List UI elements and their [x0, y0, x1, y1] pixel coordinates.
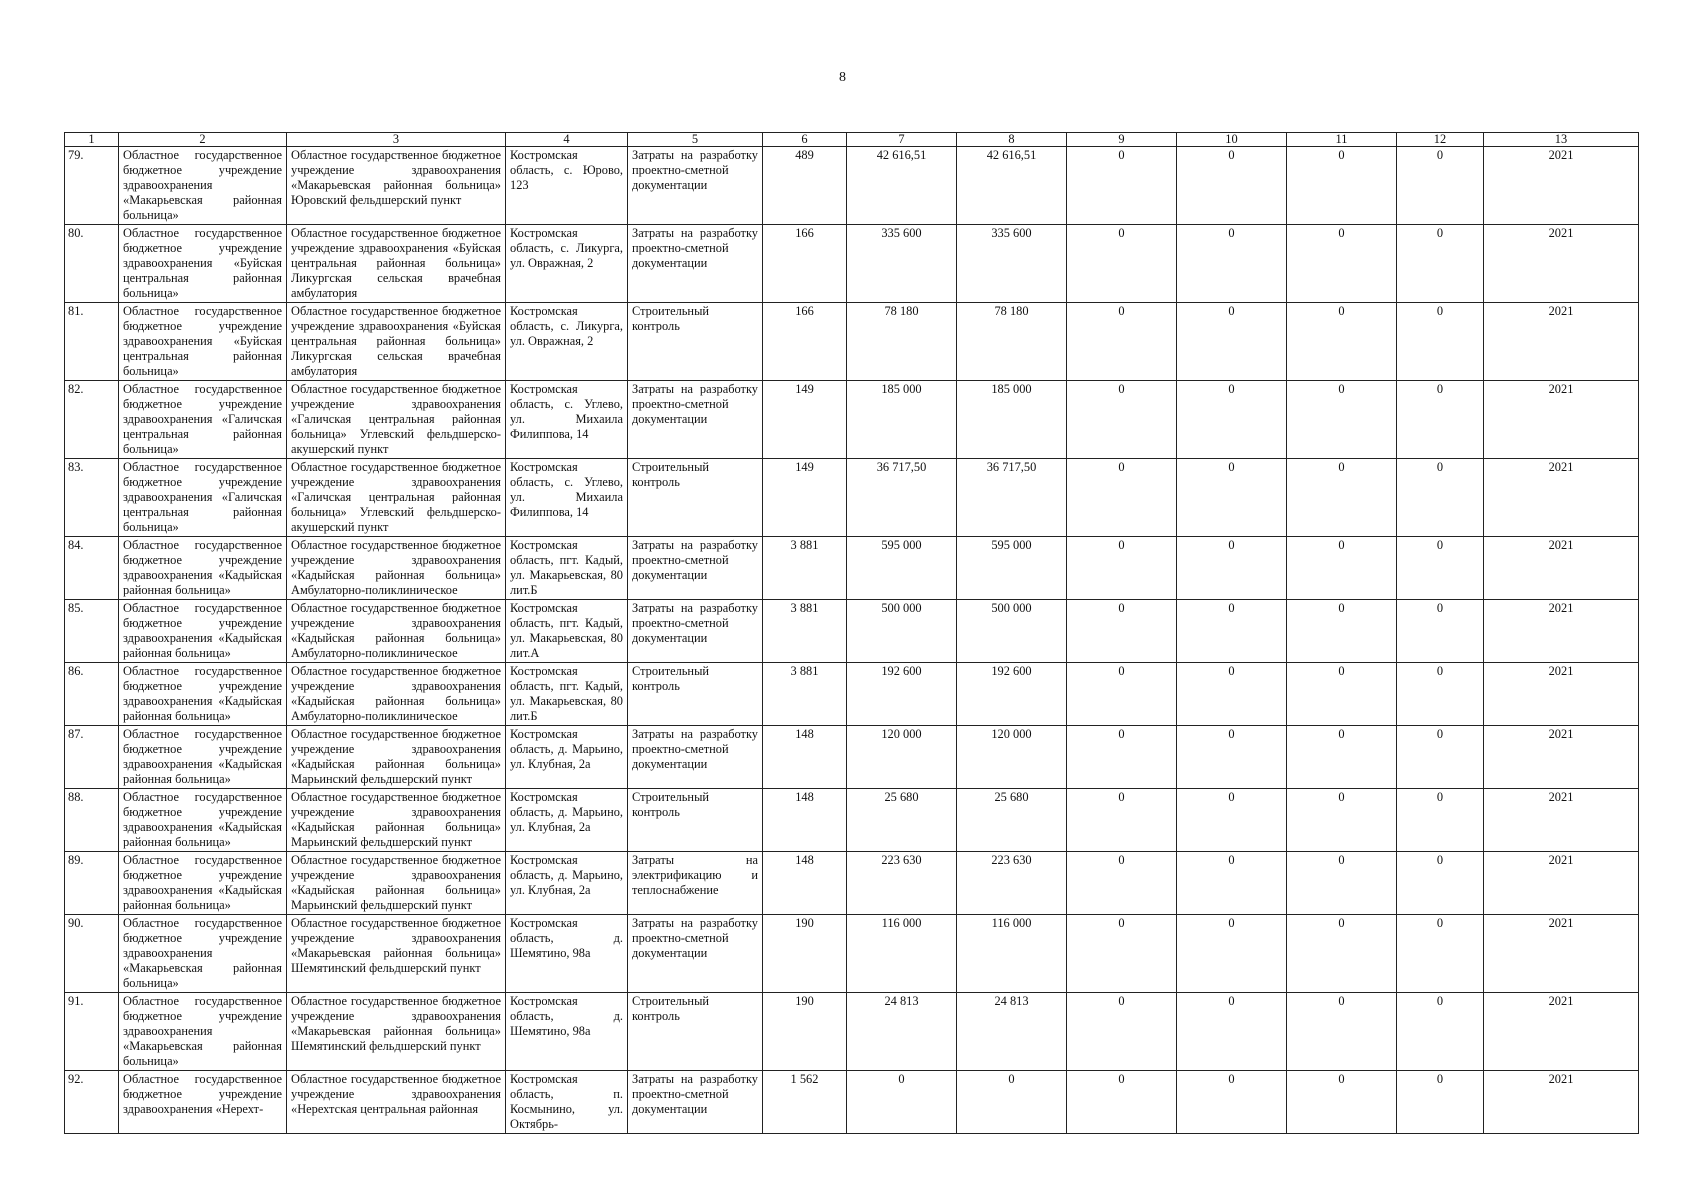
col-7-value: 36 717,50	[847, 459, 957, 537]
year: 2021	[1484, 663, 1639, 726]
column-header: 7	[847, 133, 957, 147]
column-header: 11	[1287, 133, 1397, 147]
organization-name: Областное государственное бюджетное учреждение здравоохранения «Кадыйская районная больница»	[119, 852, 287, 915]
col-8-value: 192 600	[957, 663, 1067, 726]
col-7-value: 223 630	[847, 852, 957, 915]
column-header: 10	[1177, 133, 1287, 147]
table-row	[65, 852, 1639, 915]
col-7-value: 335 600	[847, 225, 957, 303]
col-8-value: 0	[957, 1071, 1067, 1134]
row-number: 81.	[65, 303, 119, 381]
col-9-value: 0	[1067, 303, 1177, 381]
facility-address: Костромская область, с. Юрово, 123	[506, 147, 628, 225]
year: 2021	[1484, 600, 1639, 663]
col-7-value: 24 813	[847, 993, 957, 1071]
col-10-value: 0	[1177, 852, 1287, 915]
col-11-value: 0	[1287, 1071, 1397, 1134]
expense-type: Затраты на разработку проектно-сметной документации	[628, 1071, 763, 1134]
col-12-value: 0	[1397, 1071, 1484, 1134]
table-row	[65, 1071, 1639, 1134]
col-12-value: 0	[1397, 600, 1484, 663]
col-11-value: 0	[1287, 381, 1397, 459]
column-header: 12	[1397, 133, 1484, 147]
expense-type: Строительный контроль	[628, 663, 763, 726]
col-7-value: 185 000	[847, 381, 957, 459]
facility-address: Костромская область, пгт. Кадый, ул. Макарьевская, 80 лит.Б	[506, 537, 628, 600]
facility-address: Костромская область, с. Ликурга, ул. Овражная, 2	[506, 225, 628, 303]
col-9-value: 0	[1067, 993, 1177, 1071]
year: 2021	[1484, 1071, 1639, 1134]
row-number: 86.	[65, 663, 119, 726]
table-row	[65, 600, 1639, 663]
col-6-value: 166	[763, 303, 847, 381]
year: 2021	[1484, 993, 1639, 1071]
row-number: 85.	[65, 600, 119, 663]
col-6-value: 149	[763, 459, 847, 537]
facility-name: Областное государственное бюджетное учреждение здравоохранения «Буйская центральная районная больница» Ликургская сельская врачебная амбулатория	[287, 225, 506, 303]
table-row	[65, 993, 1639, 1071]
col-12-value: 0	[1397, 147, 1484, 225]
facility-name: Областное государственное бюджетное учреждение здравоохранения «Кадыйская районная больница» Амбулаторно-поликлиническое	[287, 663, 506, 726]
expense-type: Затраты на разработку проектно-сметной документации	[628, 726, 763, 789]
facility-address: Костромская область, пгт. Кадый, ул. Макарьевская, 80 лит.А	[506, 600, 628, 663]
expense-type: Затраты на разработку проектно-сметной документации	[628, 225, 763, 303]
facility-address: Костромская область, д. Марьино, ул. Клубная, 2а	[506, 726, 628, 789]
col-8-value: 335 600	[957, 225, 1067, 303]
organization-name: Областное государственное бюджетное учреждение здравоохранения «Галичская центральная районная больница»	[119, 459, 287, 537]
col-9-value: 0	[1067, 225, 1177, 303]
organization-name: Областное государственное бюджетное учреждение здравоохранения «Кадыйская районная больница»	[119, 537, 287, 600]
year: 2021	[1484, 147, 1639, 225]
col-7-value: 595 000	[847, 537, 957, 600]
table-row	[65, 381, 1639, 459]
col-11-value: 0	[1287, 537, 1397, 600]
col-6-value: 148	[763, 852, 847, 915]
col-9-value: 0	[1067, 600, 1177, 663]
col-6-value: 148	[763, 726, 847, 789]
col-6-value: 149	[763, 381, 847, 459]
col-7-value: 192 600	[847, 663, 957, 726]
organization-name: Областное государственное бюджетное учреждение здравоохранения «Макарьевская районная больница»	[119, 915, 287, 993]
year: 2021	[1484, 915, 1639, 993]
year: 2021	[1484, 789, 1639, 852]
col-11-value: 0	[1287, 147, 1397, 225]
col-6-value: 3 881	[763, 537, 847, 600]
col-7-value: 25 680	[847, 789, 957, 852]
expense-type: Строительный контроль	[628, 459, 763, 537]
col-8-value: 116 000	[957, 915, 1067, 993]
row-number: 80.	[65, 225, 119, 303]
col-11-value: 0	[1287, 303, 1397, 381]
col-6-value: 148	[763, 789, 847, 852]
document-table-wrapper	[64, 132, 1638, 1134]
col-10-value: 0	[1177, 663, 1287, 726]
col-11-value: 0	[1287, 663, 1397, 726]
facility-address: Костромская область, с. Углево, ул. Михаила Филиппова, 14	[506, 381, 628, 459]
col-12-value: 0	[1397, 993, 1484, 1071]
organization-name: Областное государственное бюджетное учреждение здравоохранения «Буйская центральная районная больница»	[119, 225, 287, 303]
table-row	[65, 789, 1639, 852]
col-11-value: 0	[1287, 600, 1397, 663]
facility-name: Областное государственное бюджетное учреждение здравоохранения «Макарьевская районная больница» Шемятинский фельдшерский пункт	[287, 993, 506, 1071]
organization-name: Областное государственное бюджетное учреждение здравоохранения «Кадыйская районная больница»	[119, 600, 287, 663]
col-10-value: 0	[1177, 459, 1287, 537]
col-11-value: 0	[1287, 993, 1397, 1071]
expense-type: Затраты на разработку проектно-сметной документации	[628, 147, 763, 225]
year: 2021	[1484, 225, 1639, 303]
facility-address: Костромская область, д. Шемятино, 98а	[506, 993, 628, 1071]
facility-name: Областное государственное бюджетное учреждение здравоохранения «Кадыйская районная больница» Амбулаторно-поликлиническое	[287, 537, 506, 600]
col-8-value: 500 000	[957, 600, 1067, 663]
col-9-value: 0	[1067, 147, 1177, 225]
table-row	[65, 726, 1639, 789]
col-7-value: 116 000	[847, 915, 957, 993]
expense-type: Затраты на электрификацию и теплоснабжение	[628, 852, 763, 915]
row-number: 92.	[65, 1071, 119, 1134]
facility-name: Областное государственное бюджетное учреждение здравоохранения «Буйская центральная районная больница» Ликургская сельская врачебная амбулатория	[287, 303, 506, 381]
table-row	[65, 225, 1639, 303]
row-number: 90.	[65, 915, 119, 993]
col-12-value: 0	[1397, 789, 1484, 852]
expense-type: Строительный контроль	[628, 303, 763, 381]
col-12-value: 0	[1397, 663, 1484, 726]
year: 2021	[1484, 852, 1639, 915]
row-number: 79.	[65, 147, 119, 225]
row-number: 82.	[65, 381, 119, 459]
col-10-value: 0	[1177, 225, 1287, 303]
facility-address: Костромская область, д. Марьино, ул. Клубная, 2а	[506, 852, 628, 915]
organization-name: Областное государственное бюджетное учреждение здравоохранения «Макарьевская районная больница»	[119, 147, 287, 225]
col-10-value: 0	[1177, 993, 1287, 1071]
col-6-value: 166	[763, 225, 847, 303]
column-header: 1	[65, 133, 119, 147]
col-7-value: 42 616,51	[847, 147, 957, 225]
table-row	[65, 663, 1639, 726]
col-10-value: 0	[1177, 789, 1287, 852]
table-row	[65, 459, 1639, 537]
organization-name: Областное государственное бюджетное учреждение здравоохранения «Кадыйская районная больница»	[119, 726, 287, 789]
organization-name: Областное государственное бюджетное учреждение здравоохранения «Нерехт-	[119, 1071, 287, 1134]
col-6-value: 489	[763, 147, 847, 225]
col-8-value: 78 180	[957, 303, 1067, 381]
col-10-value: 0	[1177, 537, 1287, 600]
col-12-value: 0	[1397, 915, 1484, 993]
col-6-value: 190	[763, 993, 847, 1071]
col-11-value: 0	[1287, 789, 1397, 852]
col-9-value: 0	[1067, 381, 1177, 459]
facility-address: Костромская область, с. Углево, ул. Михаила Филиппова, 14	[506, 459, 628, 537]
col-12-value: 0	[1397, 381, 1484, 459]
col-10-value: 0	[1177, 303, 1287, 381]
row-number: 84.	[65, 537, 119, 600]
col-8-value: 42 616,51	[957, 147, 1067, 225]
expense-type: Затраты на разработку проектно-сметной документации	[628, 915, 763, 993]
row-number: 88.	[65, 789, 119, 852]
col-12-value: 0	[1397, 303, 1484, 381]
organization-name: Областное государственное бюджетное учреждение здравоохранения «Кадыйская районная больница»	[119, 663, 287, 726]
organization-name: Областное государственное бюджетное учреждение здравоохранения «Галичская центральная районная больница»	[119, 381, 287, 459]
facility-name: Областное государственное бюджетное учреждение здравоохранения «Кадыйская районная больница» Марьинский фельдшерский пункт	[287, 852, 506, 915]
year: 2021	[1484, 381, 1639, 459]
col-10-value: 0	[1177, 381, 1287, 459]
col-6-value: 1 562	[763, 1071, 847, 1134]
col-11-value: 0	[1287, 459, 1397, 537]
col-6-value: 190	[763, 915, 847, 993]
col-12-value: 0	[1397, 852, 1484, 915]
col-12-value: 0	[1397, 726, 1484, 789]
organization-name: Областное государственное бюджетное учреждение здравоохранения «Кадыйская районная больница»	[119, 789, 287, 852]
col-9-value: 0	[1067, 663, 1177, 726]
expense-type: Строительный контроль	[628, 789, 763, 852]
expense-type: Затраты на разработку проектно-сметной документации	[628, 381, 763, 459]
col-7-value: 78 180	[847, 303, 957, 381]
col-8-value: 24 813	[957, 993, 1067, 1071]
col-6-value: 3 881	[763, 663, 847, 726]
col-8-value: 120 000	[957, 726, 1067, 789]
year: 2021	[1484, 726, 1639, 789]
col-10-value: 0	[1177, 600, 1287, 663]
col-9-value: 0	[1067, 915, 1177, 993]
year: 2021	[1484, 537, 1639, 600]
col-7-value: 120 000	[847, 726, 957, 789]
facility-name: Областное государственное бюджетное учреждение здравоохранения «Кадыйская районная больница» Марьинский фельдшерский пункт	[287, 789, 506, 852]
facilities-table	[64, 132, 1639, 1134]
col-8-value: 36 717,50	[957, 459, 1067, 537]
page-number: 8	[839, 70, 846, 85]
expense-type: Затраты на разработку проектно-сметной документации	[628, 537, 763, 600]
col-9-value: 0	[1067, 1071, 1177, 1134]
column-header: 3	[287, 133, 506, 147]
organization-name: Областное государственное бюджетное учреждение здравоохранения «Макарьевская районная больница»	[119, 993, 287, 1071]
col-11-value: 0	[1287, 915, 1397, 993]
col-8-value: 223 630	[957, 852, 1067, 915]
col-10-value: 0	[1177, 726, 1287, 789]
facility-name: Областное государственное бюджетное учреждение здравоохранения «Макарьевская районная больница» Шемятинский фельдшерский пункт	[287, 915, 506, 993]
year: 2021	[1484, 303, 1639, 381]
col-7-value: 0	[847, 1071, 957, 1134]
organization-name: Областное государственное бюджетное учреждение здравоохранения «Буйская центральная районная больница»	[119, 303, 287, 381]
row-number: 91.	[65, 993, 119, 1071]
facility-name: Областное государственное бюджетное учреждение здравоохранения «Галичская центральная районная больница» Углевский фельдшерско-акушерский пункт	[287, 459, 506, 537]
facility-name: Областное государственное бюджетное учреждение здравоохранения «Кадыйская районная больница» Амбулаторно-поликлиническое	[287, 600, 506, 663]
col-9-value: 0	[1067, 789, 1177, 852]
table-row	[65, 915, 1639, 993]
row-number: 87.	[65, 726, 119, 789]
table-body	[65, 147, 1639, 1134]
column-header: 13	[1484, 133, 1639, 147]
column-header: 5	[628, 133, 763, 147]
facility-name: Областное государственное бюджетное учреждение здравоохранения «Нерехтская центральная районная	[287, 1071, 506, 1134]
col-10-value: 0	[1177, 915, 1287, 993]
column-header: 4	[506, 133, 628, 147]
col-8-value: 185 000	[957, 381, 1067, 459]
column-header: 6	[763, 133, 847, 147]
column-header: 8	[957, 133, 1067, 147]
col-9-value: 0	[1067, 852, 1177, 915]
header-row	[65, 133, 1639, 147]
table-row	[65, 537, 1639, 600]
col-7-value: 500 000	[847, 600, 957, 663]
col-12-value: 0	[1397, 225, 1484, 303]
expense-type: Затраты на разработку проектно-сметной документации	[628, 600, 763, 663]
expense-type: Строительный контроль	[628, 993, 763, 1071]
table-row	[65, 147, 1639, 225]
col-12-value: 0	[1397, 459, 1484, 537]
col-10-value: 0	[1177, 147, 1287, 225]
col-11-value: 0	[1287, 852, 1397, 915]
column-header: 2	[119, 133, 287, 147]
row-number: 89.	[65, 852, 119, 915]
facility-address: Костромская область, п. Космынино, ул. Октябрь-	[506, 1071, 628, 1134]
column-header: 9	[1067, 133, 1177, 147]
facility-address: Костромская область, д. Шемятино, 98а	[506, 915, 628, 993]
col-6-value: 3 881	[763, 600, 847, 663]
facility-name: Областное государственное бюджетное учреждение здравоохранения «Макарьевская районная больница» Юровский фельдшерский пункт	[287, 147, 506, 225]
facility-address: Костромская область, с. Ликурга, ул. Овражная, 2	[506, 303, 628, 381]
col-12-value: 0	[1397, 537, 1484, 600]
row-number: 83.	[65, 459, 119, 537]
col-11-value: 0	[1287, 726, 1397, 789]
col-11-value: 0	[1287, 225, 1397, 303]
col-8-value: 595 000	[957, 537, 1067, 600]
facility-address: Костромская область, д. Марьино, ул. Клубная, 2а	[506, 789, 628, 852]
year: 2021	[1484, 459, 1639, 537]
col-9-value: 0	[1067, 459, 1177, 537]
col-10-value: 0	[1177, 1071, 1287, 1134]
facility-address: Костромская область, пгт. Кадый, ул. Макарьевская, 80 лит.Б	[506, 663, 628, 726]
table-row	[65, 303, 1639, 381]
col-8-value: 25 680	[957, 789, 1067, 852]
facility-name: Областное государственное бюджетное учреждение здравоохранения «Галичская центральная районная больница» Углевский фельдшерско-акушерский пункт	[287, 381, 506, 459]
facility-name: Областное государственное бюджетное учреждение здравоохранения «Кадыйская районная больница» Марьинский фельдшерский пункт	[287, 726, 506, 789]
col-9-value: 0	[1067, 537, 1177, 600]
col-9-value: 0	[1067, 726, 1177, 789]
